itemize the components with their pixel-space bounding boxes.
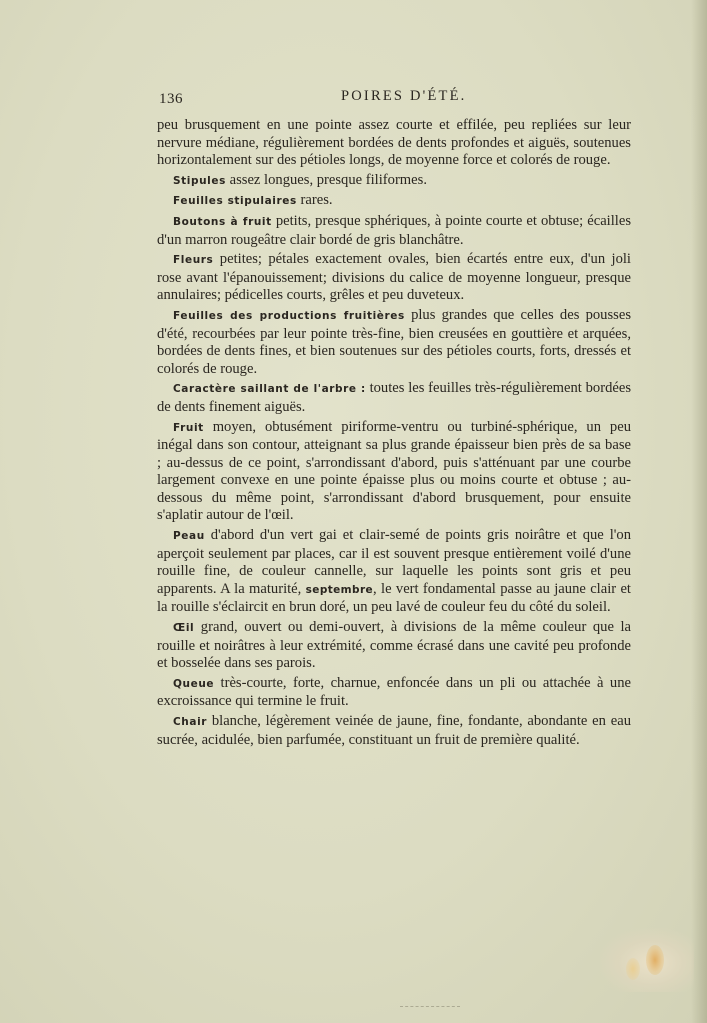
paper-stain-spot: [626, 958, 640, 980]
entry-text: blanche, légèrement veinée de jaune, fine, fondante, abondante en eau sucrée, acidulée, bien parfumée, constituant un fruit de première qualité.: [157, 713, 631, 748]
entry-text: petits, presque sphériques, à pointe courte et obtuse; écailles d'un marron rougeâtre clair bordé de gris blanchâtre.: [157, 212, 631, 248]
page-edge-shadow: [691, 0, 707, 1023]
entry-text: grand, ouvert ou demi-ouvert, à divisions de la même couleur que la rouille et noirâtres à leur extrémité, comme écrasé dans une cavité peu profonde et bosselée dans ses parois.: [157, 619, 631, 672]
entry-label: Queue: [173, 677, 215, 690]
entry-label: Chair: [173, 716, 208, 728]
entry-text: toutes les feuilles très-régulièrement bordées de dents finement aiguës.: [157, 380, 631, 415]
entry-text: assez longues, presque filiformes.: [225, 171, 427, 188]
entry-fruit: [157, 419, 631, 526]
entry-text: petites; pétales exactement ovales, bien écartés entre eux, d'un joli rose avant l'épanouissement; divisions du calice de moyenne longueur, presque annulaires; pédicelles courts, grêles et peu duveteux.: [157, 251, 631, 304]
entry-text: très-courte, forte, charnue, enfoncée dans un pli ou attachée à une excroissance qui termine le fruit.: [157, 674, 631, 710]
entry-text: d'abord d'un vert gai et clair-semé de points gris noirâtre et que l'on aperçoit seulement par places, car il est souvent presque entièrement voilé d'une rouille fine, de couleur cannelle, sur laquelle les points sont gris et peu apparents. A la maturité,: [157, 527, 631, 597]
paragraph-continuation: [157, 117, 631, 170]
entry-label: Fruit: [173, 421, 204, 434]
entry-caractere-saillant: [157, 380, 631, 416]
entry-label: Stipules: [173, 174, 226, 187]
entry-label: Œil: [173, 622, 195, 635]
entry-label: Caractère saillant de l'arbre :: [173, 383, 366, 396]
entry-text: rares.: [296, 192, 333, 209]
entry-oeil: [157, 619, 631, 673]
paper-stain-spot: [646, 945, 664, 975]
entry-feuilles-productions-fruitieres: [157, 307, 631, 378]
entry-feuilles-stipulaires: [157, 192, 631, 211]
page-header: [157, 88, 631, 108]
running-head: POIRES D'ÉTÉ.: [341, 88, 467, 104]
entry-label: Peau: [173, 530, 205, 543]
entry-label: Feuilles des productions fruitières: [173, 309, 405, 322]
body-text: [157, 117, 631, 749]
entry-queue: [157, 675, 631, 711]
entry-chair: [157, 713, 631, 749]
bottom-mark: [400, 1006, 460, 1009]
entry-label: Boutons à fruit: [173, 215, 272, 228]
entry-label: Fleurs: [173, 254, 214, 267]
entry-label: Feuilles stipulaires: [173, 195, 297, 208]
paragraph-text: peu brusquement en une pointe assez courte et effilée, peu repliées sur leur nervure médiane, régulièrement bordées de dents profondes et aiguës, soutenues horizontalement sur des pétioles longs, de moyenne force et colorés de rouge.: [157, 117, 631, 169]
page-number: 136: [159, 91, 183, 107]
entry-text: plus grandes que celles des pousses d'été, recourbées par leur pointe très-fine, bien creusées en gouttière et arquées, bordées de dents fines, et bien soutenues sur des pétioles courts, forts, dressés et colorés de rouge.: [157, 306, 631, 377]
entry-boutons-a-fruit: [157, 213, 631, 249]
entry-text-end: , le vert fondamental passe au jaune clair et la rouille s'éclaircit en brun doré, un peu lavé de couleur feu du côté du soleil.: [157, 580, 631, 616]
entry-stipules: [157, 172, 631, 191]
entry-text: moyen, obtusément piriforme-ventru ou turbiné-sphérique, un peu inégal dans son contour, atteignant sa plus grande épaisseur bien près de sa base ; au-dessus de ce point, s'arrondissant d'abord, puis s'atténuant par une courbe largement convexe en une pointe épaisse plus ou moins courte et obtuse ; au-dessous du même point, s'arrondissant d'abord brusquement, pour ensuite s'aplatir autour de l'œil.: [157, 418, 631, 524]
entry-fleurs: [157, 251, 631, 305]
entry-peau: [157, 527, 631, 617]
entry-inline-bold: septembre: [305, 583, 374, 596]
